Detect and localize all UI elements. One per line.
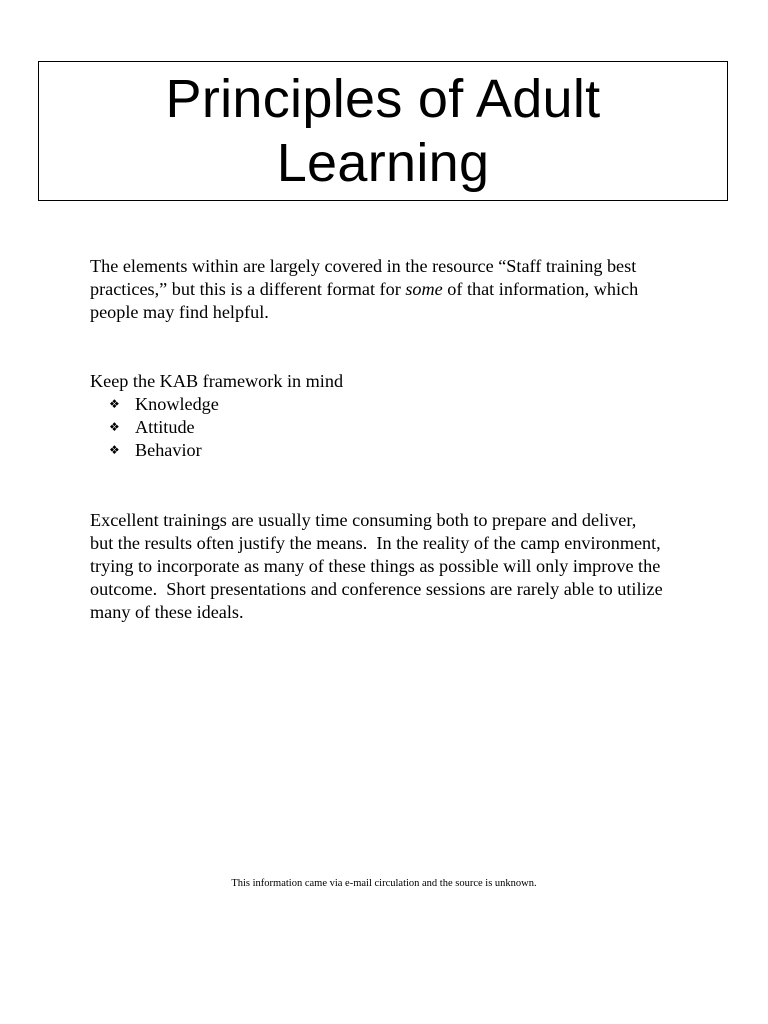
page-title-line-1: Principles of Adult	[165, 69, 601, 129]
kab-section	[90, 370, 730, 462]
intro-line-2-end: of that information, which	[442, 279, 639, 299]
closing-line-1: Excellent trainings are usually time consuming both to prepare and deliver,	[90, 510, 637, 530]
kab-list	[90, 393, 730, 462]
intro-emphasis: some	[405, 279, 443, 299]
closing-line-3: trying to incorporate as many of these things as possible will only improve the	[90, 556, 661, 576]
title-box	[38, 61, 728, 201]
intro-line-3: people may find helpful.	[90, 302, 269, 322]
list-item	[90, 393, 730, 416]
list-item	[90, 439, 730, 462]
source-footnote: This information came via e-mail circulation and the source is unknown.	[231, 878, 537, 889]
closing-line-4: outcome. Short presentations and conference sessions are rarely able to utilize	[90, 579, 663, 599]
kab-heading: Keep the KAB framework in mind	[90, 371, 344, 391]
list-item	[90, 416, 730, 439]
kab-item-label: Attitude	[135, 417, 195, 437]
intro-line-2	[90, 278, 730, 301]
intro-paragraph	[90, 255, 730, 324]
closing-line-2: but the results often justify the means. In the reality of the camp environment,	[90, 533, 661, 553]
diamond-bullet-icon: ❖	[109, 420, 120, 434]
closing-paragraph	[90, 509, 730, 624]
intro-line-1: The elements within are largely covered in the resource “Staff training best	[90, 256, 637, 276]
closing-line-5: many of these ideals.	[90, 602, 244, 622]
diamond-bullet-icon: ❖	[109, 443, 120, 457]
intro-line-2-start: practices,” but this is a different format for	[90, 279, 406, 299]
kab-item-label: Behavior	[135, 440, 202, 460]
kab-item-label: Knowledge	[135, 394, 219, 414]
page-title-line-2: Learning	[276, 133, 490, 193]
diamond-bullet-icon: ❖	[109, 397, 120, 411]
